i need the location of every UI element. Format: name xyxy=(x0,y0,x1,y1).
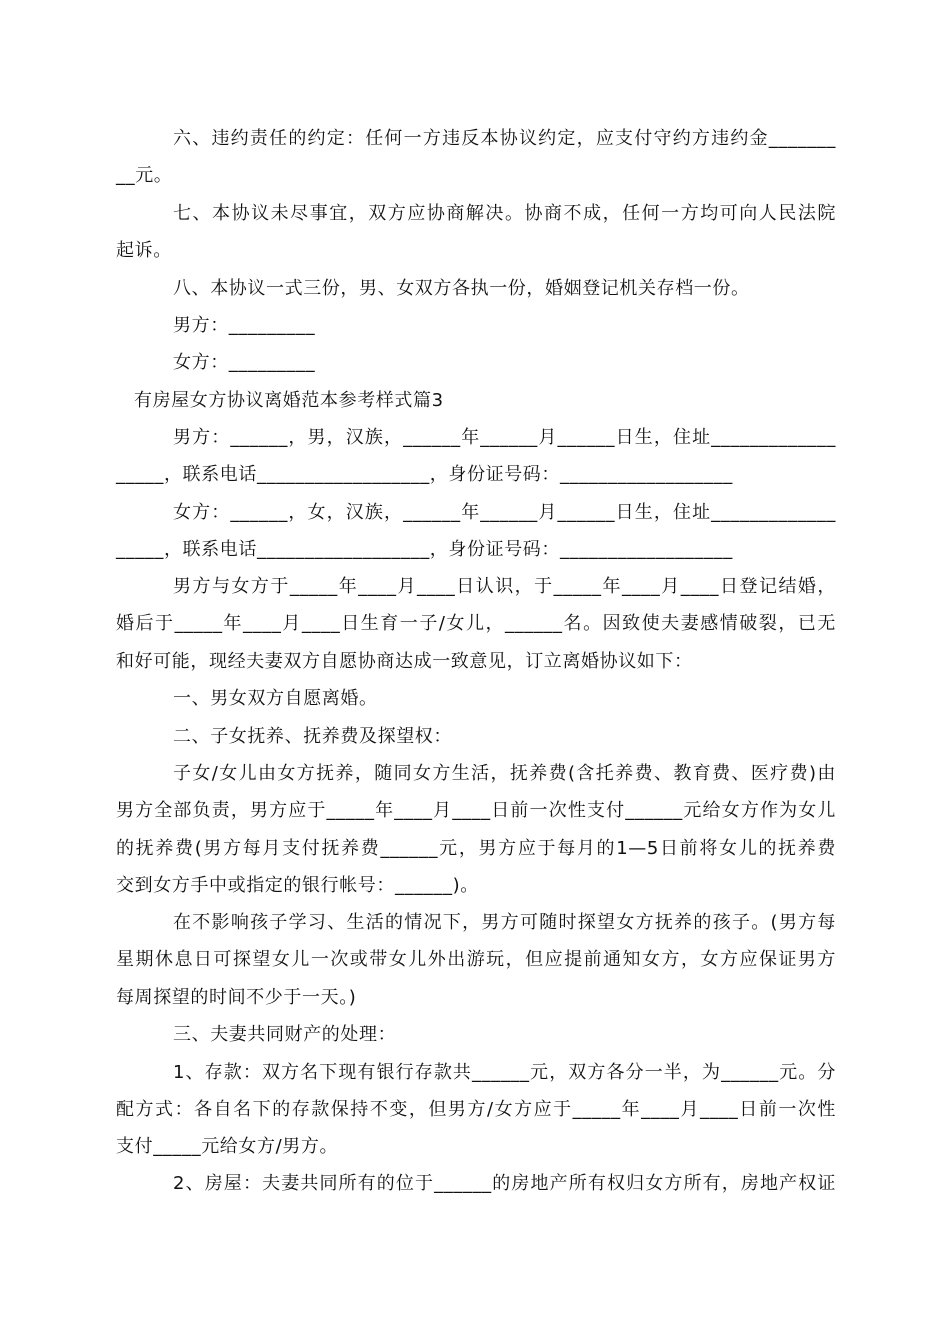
paragraph-line: 七、本协议未尽事宜，双方应协商解决。协商不成，任何一方均可向人民法院 xyxy=(173,203,836,224)
paragraph-line: _____，联系电话__________________，身份证号码：__________________ xyxy=(116,464,733,485)
paragraph-line: __元。 xyxy=(116,165,173,186)
paragraph-line: 在不影响孩子学习、生活的情况下，男方可随时探望女方抚养的孩子。(男方每 xyxy=(173,912,836,933)
paragraph-line: _____，联系电话__________________，身份证号码：__________________ xyxy=(116,539,733,560)
section-title: 有房屋女方协议离婚范本参考样式篇3 xyxy=(134,390,444,411)
paragraph-line: 1、存款：双方名下现有银行存款共______元，双方各分一半，为______元。分 xyxy=(173,1062,836,1083)
paragraph-line: 的抚养费(男方每月支付抚养费______元，男方应于每月的1—5日前将女儿的抚养费 xyxy=(116,838,836,859)
paragraph-line: 男方与女方于_____年____月____日认识，于_____年____月____日登记结婚， xyxy=(173,576,836,597)
paragraph-line: 子女/女儿由女方抚养，随同女方生活，抚养费(含托养费、教育费、医疗费)由 xyxy=(173,763,836,784)
paragraph-line: 每周探望的时间不少于一天。) xyxy=(116,987,357,1008)
paragraph-line: 起诉。 xyxy=(116,240,172,261)
paragraph-line: 男方全部负责，男方应于_____年____月____日前一次性支付______元给女方作为女儿 xyxy=(116,800,836,821)
paragraph-line: 三、夫妻共同财产的处理： xyxy=(173,1024,397,1045)
paragraph-line: 一、男女双方自愿离婚。 xyxy=(173,688,378,709)
paragraph-line: 六、违约责任的约定：任何一方违反本协议约定，应支付守约方违约金_______ xyxy=(173,128,836,149)
paragraph-line: 星期休息日可探望女儿一次或带女儿外出游玩，但应提前通知女方，女方应保证男方 xyxy=(116,949,836,970)
paragraph-line: 八、本协议一式三份，男、女双方各执一份，婚姻登记机关存档一份。 xyxy=(173,278,750,299)
paragraph-line: 和好可能，现经夫妻双方自愿协商达成一致意见，订立离婚协议如下： xyxy=(116,651,693,672)
paragraph-line: 支付_____元给女方/男方。 xyxy=(116,1136,339,1157)
paragraph-line: 男方：______，男，汉族，______年______月______日生，住址_____________ xyxy=(173,427,836,448)
signature-line-male: 男方：_________ xyxy=(173,315,316,336)
paragraph-line: 二、子女抚养、抚养费及探望权： xyxy=(173,726,452,747)
paragraph-line: 婚后于_____年____月____日生育一子/女儿，______名。因致使夫妻感情破裂，已无 xyxy=(116,613,836,634)
paragraph-line: 2、房屋：夫妻共同所有的位于______的房地产所有权归女方所有，房地产权证 xyxy=(173,1173,836,1194)
paragraph-line: 女方：______，女，汉族，______年______月______日生，住址_____________ xyxy=(173,502,836,523)
paragraph-line: 交到女方手中或指定的银行帐号：______)。 xyxy=(116,875,479,896)
paragraph-line: 配方式：各自名下的存款保持不变，但男方/女方应于_____年____月____日前一次性 xyxy=(116,1099,836,1120)
signature-line-female: 女方：_________ xyxy=(173,352,316,373)
